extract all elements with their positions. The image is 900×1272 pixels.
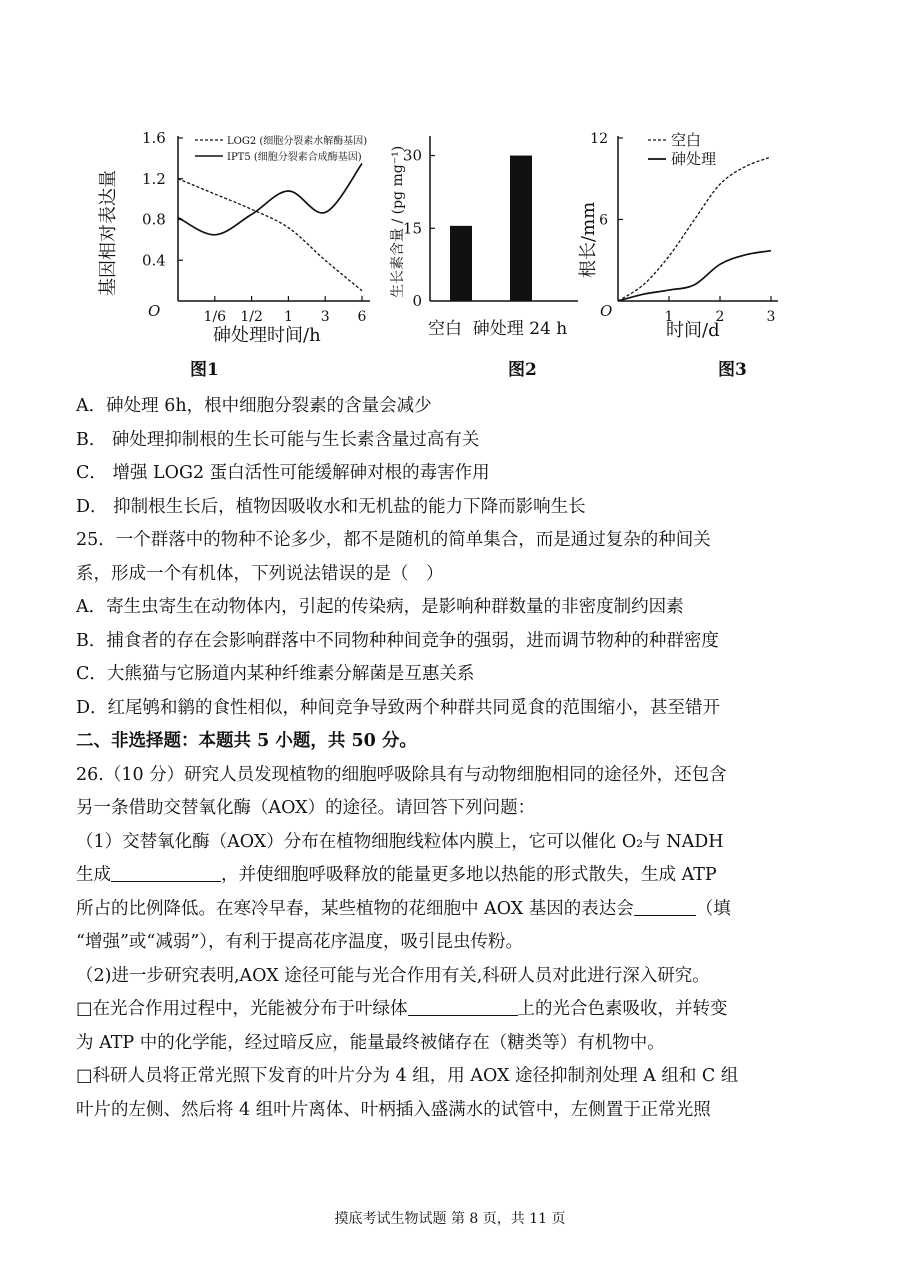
question-26-part1-line2 [76,859,836,893]
page-footer: 摸底考试生物试题 第 8 页，共 11 页 [334,1211,566,1227]
x-axis-label: 砷处理时间/h [213,325,321,346]
series-blank [618,157,771,301]
figure-2-chart [388,126,588,356]
bar-arsenic-24h [510,156,532,301]
option-25d: D．红尾鸲和鹟的食性相似，种间竞争导致两个种群共同觅食的范围缩小，甚至错开 [76,697,721,718]
text-segment: （填 [695,898,731,919]
y-tick-label: 12 [590,131,608,147]
x-tick-label: 1/6 [203,309,227,325]
y-tick-label: 6 [599,212,608,229]
y-tick-label: 1.6 [142,129,166,147]
text-segment: 所占的比例降低。在寒冷早春，某些植物的花细胞中 AOX 基因的表达会 [76,898,634,919]
question-25-stem-2: 系，形成一个有机体，下列说法错误的是（ ） [76,563,444,584]
x-tick-label: 2 [715,309,725,325]
legend-arsenic: 砷处理 [671,150,717,168]
x-tick-label: 6 [357,309,367,325]
question-26-part2-line2 [76,993,836,1027]
option-24a: A．砷处理 6h，根中细胞分裂素的含量会减少 [76,396,432,416]
figure-2 [388,126,588,356]
legend-log2: LOG2 (细胞分裂素水解酶基因) [227,136,368,147]
series-arsenic [618,251,771,301]
y-tick-label: 15 [402,219,422,238]
text-segment: ，并使细胞呼吸释放的能量更多地以热能的形式散失，生成 ATP [221,865,717,885]
origin-label: O [148,302,161,320]
x-tick-label: 3 [320,309,330,325]
question-26-part2-line4: □科研人员将正常光照下发育的叶片分为 4 组，用 AOX 途径抑制剂处理 A 组和 C 组 [76,1066,739,1086]
y-tick-label: 1.2 [142,169,166,188]
x-axis-label: 时间/d [666,320,720,341]
figure-2-caption: 图2 [508,360,537,380]
y-axis-label: 生长素含量 / (pg mg⁻¹) [390,145,406,298]
question-26-part1-line3 [76,893,836,927]
x-tick-label: 3 [766,309,776,325]
option-24b: B． 砷处理抑制根的生长可能与生长素含量过高有关 [76,429,480,450]
series-ipt5 [178,164,362,235]
x-axis-label: 空白 砷处理 24 h [428,319,568,339]
question-26-part2-line1: （2)进一步研究表明,AOX 途径可能与光合作用有关,科研人员对此进行深入研究。 [76,965,710,986]
answer-blank-2[interactable] [634,895,696,916]
question-25-stem-1: 25．一个群落中的物种不论多少，都不是随机的简单集合，而是通过复杂的种间关 [76,530,711,550]
bar-blank [450,226,472,301]
y-tick-label: 0 [412,292,422,310]
legend-ipt5: IPT5 (细胞分裂素合成酶基因) [227,152,362,163]
section-heading: 二、非选择题：本题共 5 小题，共 50 分。 [76,731,417,751]
x-tick-label: 1/2 [240,309,263,325]
y-tick-label: 0.4 [142,251,166,270]
question-text [76,390,836,1127]
option-24c: C． 增强 LOG2 蛋白活性可能缓解砷对根的毒害作用 [76,463,490,483]
y-tick-label: 30 [402,146,422,165]
series-log2 [178,179,362,291]
y-axis-label: 根长/mm [578,201,599,278]
x-tick-label: 1 [664,309,674,325]
figure-1 [100,126,390,356]
option-24d: D． 抑制根生长后，植物因吸收水和无机盐的能力下降而影响生长 [76,496,586,517]
figure-1-caption: 图1 [190,360,219,380]
figure-1-chart [100,126,390,356]
legend-blank: 空白 [671,131,702,149]
y-tick-label: 0.8 [142,210,166,229]
answer-blank-1[interactable] [111,861,221,882]
answer-blank-3[interactable] [408,995,518,1016]
option-25c: C．大熊猫与它肠道内某种纤维素分解菌是互惠关系 [76,664,475,684]
x-tick-label: 1 [283,309,293,325]
text-segment: 上的光合色素吸收，并转变 [517,999,728,1019]
y-axis-label: 基因相对表达量 [98,170,119,296]
text-segment: 生成 [76,865,111,885]
text-segment: □在光合作用过程中，光能被分布于叶绿体 [76,999,408,1019]
figure-3-chart [578,126,798,356]
question-26-part1-line1: （1）交替氧化酶（AOX）分布在植物细胞线粒体内膜上，它可以催化 O₂与 NADH [76,831,724,852]
question-26-stem-2: 另一条借助交替氧化酶（AOX）的途径。请回答下列问题： [76,798,536,818]
option-25a: A．寄生虫寄生在动物体内，引起的传染病，是影响种群数量的非密度制约因素 [76,597,684,617]
option-25b: B．捕食者的存在会影响群落中不同物种种间竞争的强弱，进而调节物种的种群密度 [76,630,719,651]
figure-3 [578,126,798,356]
question-26-part2-line5: 叶片的左侧、然后将 4 组叶片离体、叶柄插入盛满水的试管中，左侧置于正常光照 [76,1099,711,1120]
origin-label: O [600,302,613,320]
figure-3-caption: 图3 [718,360,747,380]
question-26-part1-line4: “增强”或“减弱”），有利于提高花序温度，吸引昆虫传粉。 [76,932,524,952]
question-26-part2-line3: 为 ATP 中的化学能，经过暗反应，能量最终被储存在（糖类等）有机物中。 [76,1032,665,1053]
question-26-stem-1: 26.（10 分）研究人员发现植物的细胞呼吸除具有与动物细胞相同的途径外，还包含 [76,764,727,785]
